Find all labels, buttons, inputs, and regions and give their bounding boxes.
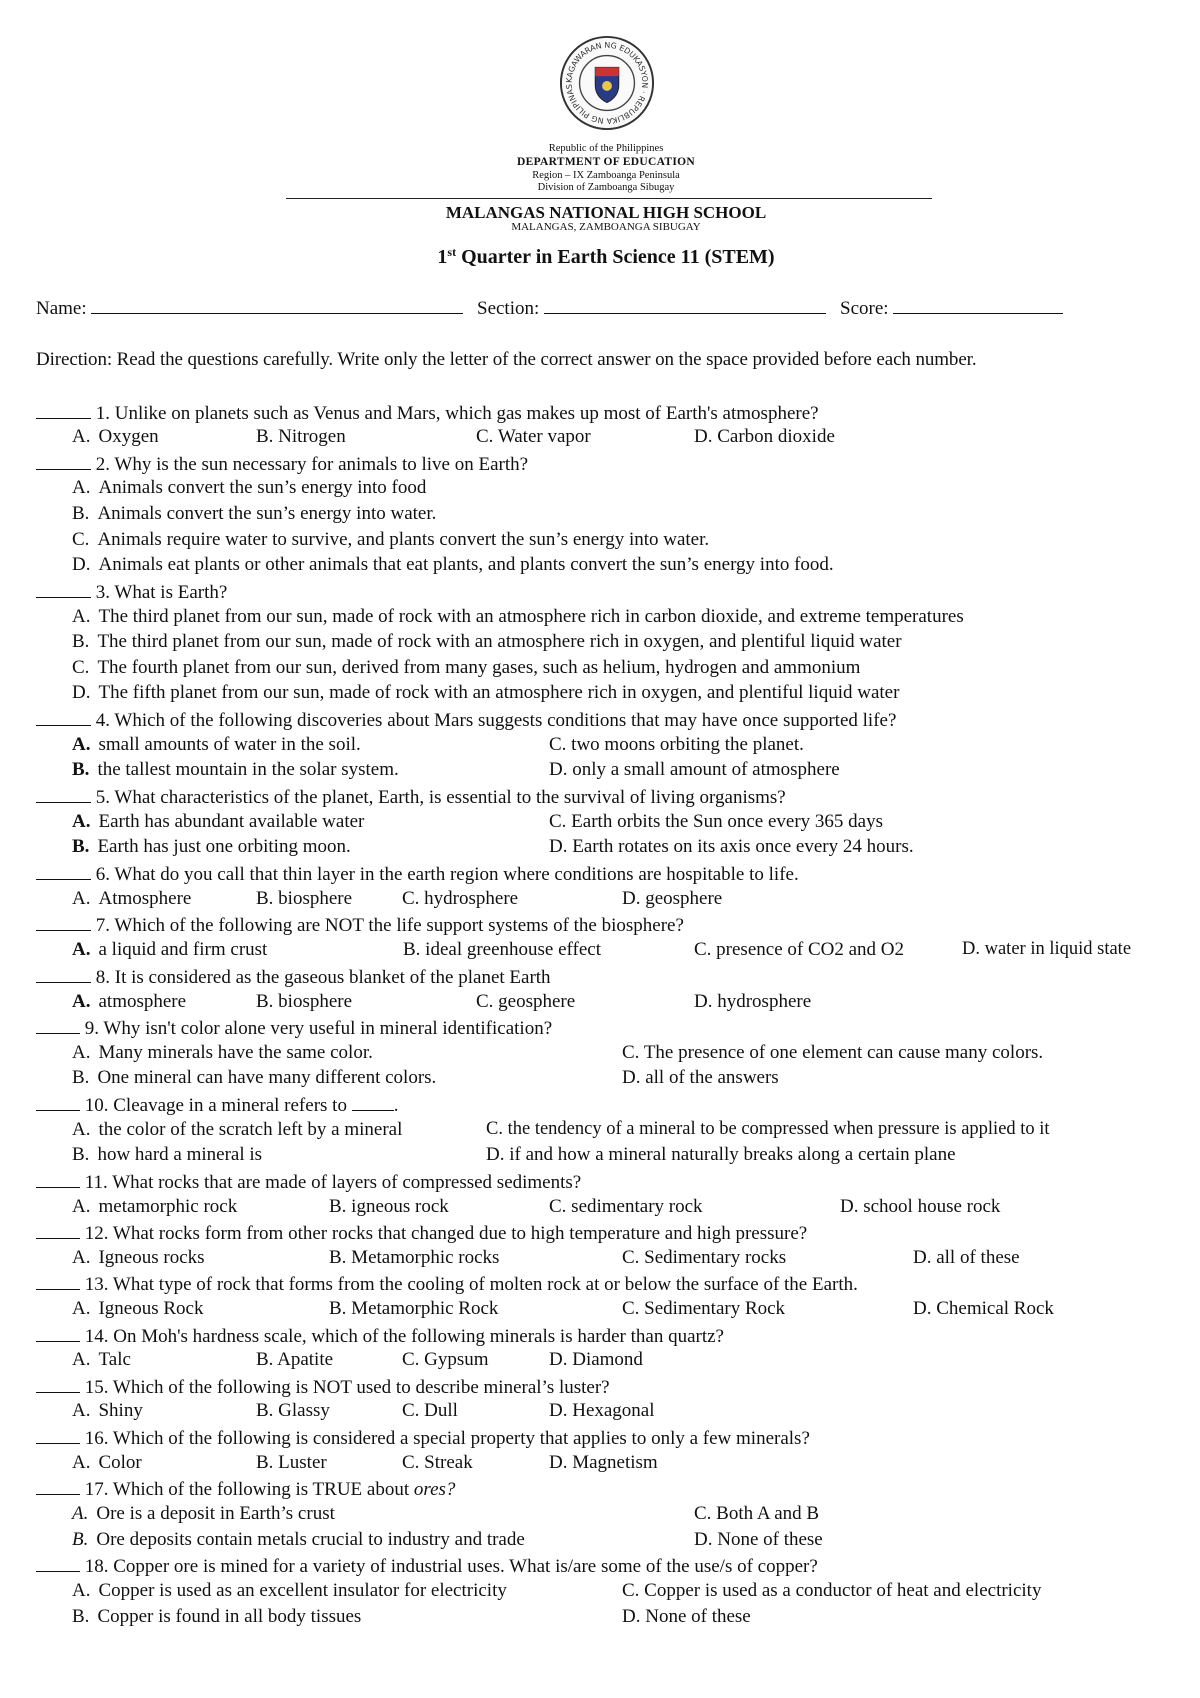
choice-13d: D. Chemical Rock [913,1298,1054,1319]
choice-11c: C. sedimentary rock [549,1196,703,1217]
header-republic: Republic of the Philippines [548,143,664,154]
section-field[interactable] [477,297,826,318]
question-15: 15. Which of the following is NOT used to describe mineral’s luster? [36,1376,610,1397]
choice-11a: A. metamorphic rock [72,1196,238,1217]
choice-6b: B. biosphere [256,888,353,909]
choice-17a: A. Ore is a deposit in Earth’s crust [72,1503,335,1524]
choice-5d: D. Earth rotates on its axis once every 24 hours. [549,836,914,857]
choice-10a: A. the color of the scratch left by a mineral [72,1119,403,1140]
choice-14d: D. Diamond [549,1349,643,1370]
answer-blank-13[interactable] [36,1273,80,1290]
choice-12c: C. Sedimentary rocks [622,1247,787,1268]
question-14: 14. On Moh's hardness scale, which of the following minerals is harder than quartz? [36,1325,724,1346]
score-label: Score: [840,298,889,319]
choice-13b: B. Metamorphic Rock [329,1298,499,1319]
choice-15a: A. Shiny [72,1400,143,1421]
answer-blank-4[interactable] [36,709,91,726]
answer-blank-17[interactable] [36,1478,80,1495]
choice-14c: C. Gypsum [402,1349,489,1370]
choice-7c: C. presence of CO2 and O2 [694,939,905,960]
choice-1d: D. Carbon dioxide [694,426,835,447]
header-divider [286,198,932,199]
header-division: Division of Zamboanga Sibugay [537,182,675,193]
question-9: 9. Why isn't color alone very useful in mineral identification? [36,1017,552,1038]
score-blank[interactable] [893,297,1063,314]
choice-18d: D. None of these [622,1606,751,1627]
answer-blank-8[interactable] [36,966,91,983]
answer-blank-16[interactable] [36,1427,80,1444]
choice-9a: A. Many minerals have the same color. [72,1042,373,1063]
choice-3d: D. The fifth planet from our sun, made of rock with an atmosphere rich in oxygen, and plentiful liquid water [72,682,900,703]
choice-2d: D. Animals eat plants or other animals that eat plants, and plants convert the sun’s energy into food. [72,554,834,575]
choice-2a: A. Animals convert the sun’s energy into food [72,477,427,498]
answer-blank-1[interactable] [36,402,91,419]
answer-blank-10[interactable] [36,1094,80,1111]
answer-blank-3[interactable] [36,581,91,598]
question-13: 13. What type of rock that forms from the cooling of molten rock at or below the surface of the Earth. [36,1273,858,1294]
fill-blank-10 [352,1094,394,1111]
question-18: 18. Copper ore is mined for a variety of industrial uses. What is/are some of the use/s of copper? [36,1555,818,1576]
choice-4c: C. two moons orbiting the planet. [549,734,804,755]
choice-1c: C. Water vapor [476,426,591,447]
school-address: MALANGAS, ZAMBOANGA SIBUGAY [511,221,701,233]
question-4: 4. Which of the following discoveries about Mars suggests conditions that may have once supported life? [36,709,896,730]
choice-12b: B. Metamorphic rocks [329,1247,500,1268]
choice-6c: C. hydrosphere [402,888,519,909]
choice-9d: D. all of the answers [622,1067,779,1088]
choice-18b: B. Copper is found in all body tissues [72,1606,362,1627]
choice-16c: C. Streak [402,1452,473,1473]
choice-18a: A. Copper is used as an excellent insulator for electricity [72,1580,507,1601]
choice-16d: D. Magnetism [549,1452,658,1473]
choice-9c: C. The presence of one element can cause many colors. [622,1042,1044,1063]
name-blank[interactable] [91,297,463,314]
choice-5c: C. Earth orbits the Sun once every 365 days [549,811,884,832]
choice-12a: A. Igneous rocks [72,1247,205,1268]
choice-2b: B. Animals convert the sun’s energy into water. [72,503,437,524]
answer-blank-12[interactable] [36,1222,80,1239]
choice-6a: A. Atmosphere [72,888,192,909]
choice-13c: C. Sedimentary Rock [622,1298,786,1319]
question-2: 2. Why is the sun necessary for animals to live on Earth? [36,453,528,474]
header-region: Region – IX Zamboanga Peninsula [532,170,680,181]
choice-16a: A. Color [72,1452,142,1473]
choice-17d: D. None of these [694,1529,823,1550]
question-17: 17. Which of the following is TRUE about ores? [36,1478,455,1499]
choice-8a: A. atmosphere [72,991,187,1012]
exam-title: 1st Quarter in Earth Science 11 (STEM) [437,245,775,268]
question-1: 1. Unlike on planets such as Venus and Mars, which gas makes up most of Earth's atmosphere? [36,402,819,423]
choice-14a: A. Talc [72,1349,131,1370]
choice-7b: B. ideal greenhouse effect [403,939,602,960]
section-blank[interactable] [544,297,826,314]
choice-7a: A. a liquid and firm crust [72,939,268,960]
choice-11b: B. igneous rock [329,1196,449,1217]
choice-3b: B. The third planet from our sun, made of rock with an atmosphere rich in oxygen, and plentiful liquid water [72,631,902,652]
question-12: 12. What rocks form from other rocks that changed due to high temperature and high pressure? [36,1222,807,1243]
choice-18c: C. Copper is used as a conductor of heat and electricity [622,1580,1042,1601]
score-field[interactable] [840,297,1063,318]
choice-15d: D. Hexagonal [549,1400,655,1421]
name-field[interactable] [36,297,463,318]
answer-blank-15[interactable] [36,1376,80,1393]
choice-5a: A. Earth has abundant available water [72,811,365,832]
answer-blank-7[interactable] [36,914,91,931]
question-10: 10. Cleavage in a mineral refers to . [36,1094,398,1115]
question-7: 7. Which of the following are NOT the life support systems of the biosphere? [36,914,684,935]
answer-blank-5[interactable] [36,786,91,803]
question-3: 3. What is Earth? [36,581,227,602]
choice-16b: B. Luster [256,1452,327,1473]
answer-blank-6[interactable] [36,863,91,880]
question-6: 6. What do you call that thin layer in the earth region where conditions are hospitable to life. [36,863,799,884]
directions: Direction: Read the questions carefully. Write only the letter of the correct answer on the space provided before each number. [36,349,977,370]
choice-17c: C. Both A and B [694,1503,820,1524]
choice-8b: B. biosphere [256,991,353,1012]
section-label: Section: [477,298,540,319]
choice-5b: B. Earth has just one orbiting moon. [72,836,351,857]
choice-4a: A. small amounts of water in the soil. [72,734,361,755]
choice-1a: A. Oxygen [72,426,159,447]
choice-15c: C. Dull [402,1400,458,1421]
svg-text:KAGAWARAN NG EDUKASYON · REPUB: KAGAWARAN NG EDUKASYON · REPUBLIKA NG PILIPINAS [564,40,650,126]
choice-10b: B. how hard a mineral is [72,1144,263,1165]
choice-8c: C. geosphere [476,991,576,1012]
choice-8d: D. hydrosphere [694,991,812,1012]
answer-blank-14[interactable] [36,1325,80,1342]
choice-10d: D. if and how a mineral naturally breaks along a certain plane [486,1144,956,1165]
choice-13a: A. Igneous Rock [72,1298,204,1319]
question-5: 5. What characteristics of the planet, Earth, is essential to the survival of living organisms? [36,786,786,807]
answer-blank-9[interactable] [36,1017,80,1034]
choice-10c: C. the tendency of a mineral to be compressed when pressure is applied to it [486,1119,1050,1139]
answer-blank-11[interactable] [36,1171,80,1188]
choice-11d: D. school house rock [840,1196,1001,1217]
choice-1b: B. Nitrogen [256,426,346,447]
school-name: MALANGAS NATIONAL HIGH SCHOOL [445,203,767,222]
answer-blank-2[interactable] [36,453,91,470]
choice-2c: C. Animals require water to survive, and plants convert the sun’s energy into water. [72,529,710,550]
answer-blank-18[interactable] [36,1555,80,1572]
question-8: 8. It is considered as the gaseous blanket of the planet Earth [36,966,551,987]
deped-seal-logo [558,34,656,132]
choice-12d: D. all of these [913,1247,1020,1268]
header-department: DEPARTMENT OF EDUCATION [517,156,695,168]
choice-3a: A. The third planet from our sun, made of rock with an atmosphere rich in carbon dioxide, and extreme temperatures [72,606,964,627]
choice-4b: B. the tallest mountain in the solar system. [72,759,399,780]
choice-17b: B. Ore deposits contain metals crucial to industry and trade [72,1529,525,1550]
choice-4d: D. only a small amount of atmosphere [549,759,840,780]
choice-9b: B. One mineral can have many different colors. [72,1067,437,1088]
name-label: Name: [36,298,87,319]
choice-6d: D. geosphere [622,888,723,909]
choice-15b: B. Glassy [256,1400,330,1421]
choice-7d: D. water in liquid state [962,939,1132,959]
question-16: 16. Which of the following is considered a special property that applies to only a few minerals? [36,1427,810,1448]
choice-3c: C. The fourth planet from our sun, derived from many gases, such as helium, hydrogen and ammonium [72,657,861,678]
choice-14b: B. Apatite [256,1349,334,1370]
question-11: 11. What rocks that are made of layers of compressed sediments? [36,1171,581,1192]
